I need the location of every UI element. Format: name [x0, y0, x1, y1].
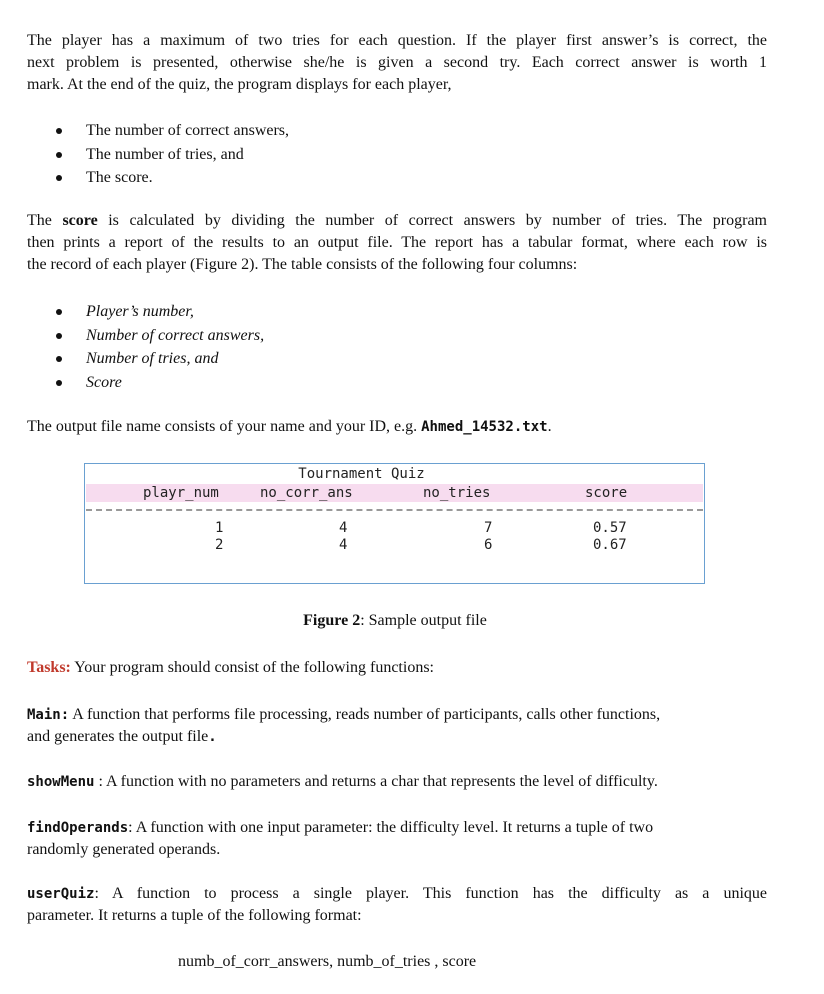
table-separator: [86, 509, 703, 511]
text-span: The output file name consists of your name and your ID, e.g.: [27, 418, 422, 435]
list-item-text: Number of correct answers,: [86, 326, 265, 344]
userquiz-paragraph: [27, 883, 767, 927]
table-cell: 4: [339, 520, 348, 536]
list-item: [50, 347, 264, 371]
text-span: : A function with one input parameter: the difficulty level. It returns a tuple of two: [128, 819, 654, 836]
tuple-format: [178, 951, 678, 973]
score-term: score: [62, 212, 98, 229]
text-span: The: [27, 212, 63, 229]
text-span: .: [547, 418, 552, 435]
list-item: [50, 371, 264, 395]
list-item-text: Player’s number,: [86, 303, 194, 320]
column-header: no_corr_ans: [260, 485, 353, 501]
list-item-text: Score: [86, 373, 122, 391]
function-line: parameter. It returns a tuple of the following format:: [27, 907, 362, 924]
showmenu-paragraph: [27, 771, 767, 793]
display-items-list: [50, 119, 289, 190]
caption-label: Figure 2: [303, 612, 361, 629]
table-cell: 7: [484, 520, 493, 536]
intro-line: next problem is presented, otherwise she/he is given a second try. Each correct answer is worth 1: [27, 54, 767, 71]
text-span: A function that performs file processing, reads number of participants, calls other functions,: [69, 706, 661, 723]
score-line: [27, 210, 767, 232]
table-cell: 4: [339, 537, 348, 553]
text-span: : A function to process a single player. This function has the difficulty as a unique: [94, 885, 767, 902]
figure-caption: [0, 612, 790, 630]
table-row: [86, 519, 703, 537]
table-cell: 0.67: [593, 537, 627, 553]
table-cell: 0.57: [593, 520, 627, 536]
function-line: [27, 883, 767, 905]
column-header: score: [585, 485, 628, 501]
function-line: [27, 704, 767, 726]
table-cell: 6: [484, 537, 493, 553]
list-item: [50, 300, 264, 324]
function-line: [27, 771, 767, 793]
columns-list: [50, 300, 264, 394]
list-item: The number of correct answers,: [50, 119, 289, 143]
function-name: showMenu: [27, 774, 95, 790]
list-item-text: Number of tries, and: [86, 350, 219, 367]
text-span: is calculated by dividing the number of correct answers by number of tries. The program: [97, 212, 768, 229]
column-header: no_tries: [423, 485, 491, 501]
text-span: and generates the output file: [27, 728, 209, 745]
intro-paragraph: [27, 30, 767, 96]
text-span: .: [208, 729, 217, 745]
caption-text: : Sample output file: [360, 612, 487, 629]
function-line: randomly generated operands.: [27, 841, 221, 858]
function-name: Main:: [27, 707, 70, 723]
figure-title: [85, 466, 704, 482]
table-row: [86, 536, 703, 554]
score-paragraph: [27, 210, 767, 276]
function-name: userQuiz: [27, 886, 95, 902]
table-cell: 2: [215, 537, 224, 553]
score-line: then prints a report of the results to an output file. The report has a tabular format, where each row is: [27, 234, 767, 251]
text-span: Your program should consist of the following functions:: [70, 659, 434, 676]
list-item: The score.: [50, 166, 289, 190]
text-span: : A function with no parameters and returns a char that represents the level of difficulty.: [94, 773, 658, 790]
score-line: the record of each player (Figure 2). The table consists of the following four columns:: [27, 256, 578, 273]
table-cell: 1: [215, 520, 224, 536]
list-item: [50, 324, 264, 348]
filename-line: [27, 416, 767, 438]
intro-line: The player has a maximum of two tries for each question. If the player first answer’s is correct, the: [27, 32, 767, 49]
tasks-label: Tasks:: [27, 659, 71, 676]
tasks-paragraph: [27, 657, 767, 679]
function-line: [27, 817, 767, 839]
tuple-format-text: numb_of_corr_answers, numb_of_tries , score: [178, 953, 477, 970]
intro-line: mark. At the end of the quiz, the program displays for each player,: [27, 76, 452, 93]
figure-title-text: Tournament Quiz: [298, 466, 425, 482]
list-item: The number of tries, and: [50, 143, 289, 167]
tasks-line: [27, 657, 767, 679]
function-name: findOperands: [27, 820, 129, 836]
column-header: playr_num: [143, 485, 219, 501]
table-header: [86, 484, 703, 502]
filename-example: Ahmed_14532.txt: [421, 419, 548, 435]
main-function-paragraph: [27, 704, 767, 748]
findoperands-paragraph: [27, 817, 767, 861]
sample-output-figure: [84, 463, 705, 584]
filename-paragraph: [27, 416, 767, 438]
function-line: [27, 726, 767, 748]
